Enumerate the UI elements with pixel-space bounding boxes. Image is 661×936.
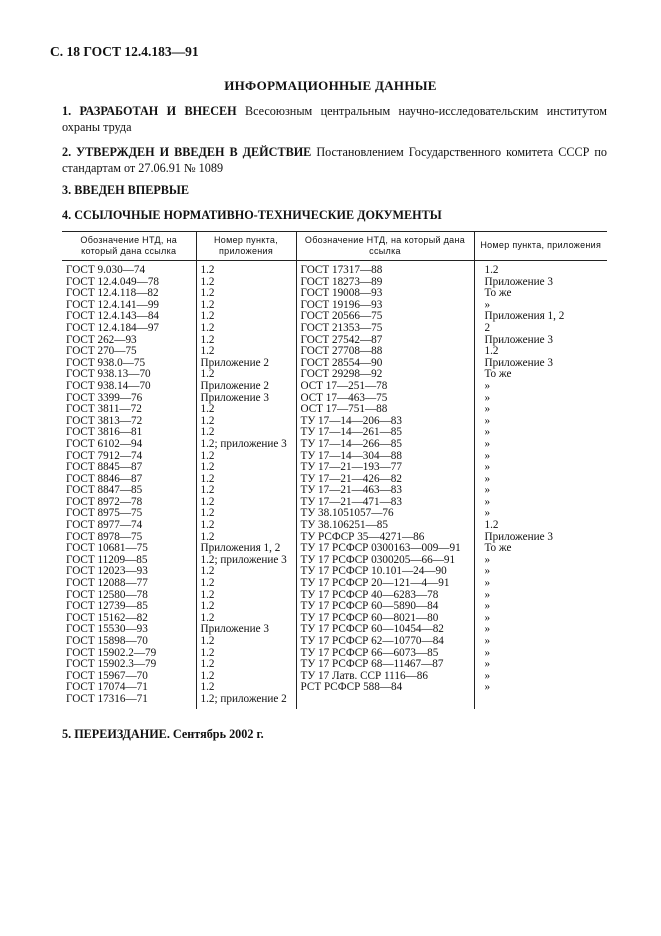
ref-document: ТУ 17 РСФСР 62—10770—84 <box>296 636 474 648</box>
ref-clause: 1.2 <box>196 671 296 683</box>
ref-clause: » <box>474 381 607 393</box>
ref-document: ТУ 17 РСФСР 60—10454—82 <box>296 624 474 636</box>
section-1 <box>62 103 607 135</box>
ref-document: ГОСТ 12088—77 <box>66 577 148 590</box>
ref-document: ТУ 17—14—261—85 <box>296 427 474 439</box>
ref-document: ГОСТ 15162—82 <box>66 611 148 624</box>
column-header-clause: Номер пункта, приложения <box>474 232 607 261</box>
ref-clause: » <box>474 508 607 520</box>
ref-document: ГОСТ 12023—93 <box>66 565 148 578</box>
ref-clause: Приложение 3 <box>474 277 607 289</box>
ref-clause: 1.2 <box>196 601 296 613</box>
ref-document: ГОСТ 10681—75 <box>66 542 148 555</box>
ref-clause: 1.2 <box>196 497 296 509</box>
ref-clause: » <box>474 497 607 509</box>
section-3 <box>62 182 607 198</box>
ref-clause: Приложение 3 <box>474 532 607 544</box>
ref-clause: 1.2 <box>196 346 296 358</box>
ref-clause: Приложение 2 <box>196 381 296 393</box>
ref-document: ТУ 17—14—206—83 <box>296 416 474 428</box>
ref-document: ТУ РСФСР 35—4271—86 <box>296 532 474 544</box>
ref-document: ГОСТ 3813—72 <box>66 414 143 427</box>
column-header-document: Обозначение НТД, на который дана ссылка <box>62 232 196 261</box>
ref-clause: 1.2 <box>196 636 296 648</box>
ref-clause: Приложения 1, 2 <box>196 543 296 555</box>
ref-document: ГОСТ 28554—90 <box>296 358 474 370</box>
section-4-number: 4. <box>62 208 72 222</box>
ref-clause: » <box>474 451 607 463</box>
ref-document: ГОСТ 27542—87 <box>296 335 474 347</box>
ref-clause: 1.2 <box>196 682 296 694</box>
ref-document: ГОСТ 15902.2—79 <box>66 646 157 659</box>
ref-document <box>296 694 474 709</box>
ref-clause: » <box>474 462 607 474</box>
ref-clause: 1.2 <box>196 590 296 602</box>
ref-document: ГОСТ 20566—75 <box>296 311 474 323</box>
references-table-body <box>62 261 607 709</box>
ref-clause: » <box>474 474 607 486</box>
page-header: С. 18 ГОСТ 12.4.183—91 <box>50 44 199 59</box>
ref-clause: 1.2 <box>196 311 296 323</box>
ref-document: ГОСТ 12.4.141—99 <box>66 298 160 311</box>
table-row <box>62 636 607 648</box>
ref-document: ТУ 17 РСФСР 20—121—4—91 <box>296 578 474 590</box>
ref-document: ГОСТ 12.4.118—82 <box>66 287 159 300</box>
section-4 <box>62 207 607 223</box>
ref-document: ГОСТ 27708—88 <box>296 346 474 358</box>
ref-clause: 1.2 <box>196 277 296 289</box>
ref-clause: 1.2 <box>196 566 296 578</box>
ref-document: ГОСТ 12739—85 <box>66 600 148 613</box>
ref-clause: » <box>474 624 607 636</box>
ref-clause: 1.2 <box>196 404 296 416</box>
table-row <box>62 462 607 474</box>
ref-document: ТУ 17 РСФСР 60—5890—84 <box>296 601 474 613</box>
ref-clause: Приложения 1, 2 <box>474 311 607 323</box>
ref-clause: Приложение 3 <box>474 335 607 347</box>
ref-document: ГОСТ 17316—71 <box>66 692 148 705</box>
ref-clause: » <box>474 393 607 405</box>
ref-clause: 1.2 <box>196 427 296 439</box>
ref-clause: 1.2 <box>196 520 296 532</box>
ref-document: ТУ 17—14—304—88 <box>296 451 474 463</box>
ref-document: ГОСТ 11209—85 <box>66 553 148 566</box>
table-row <box>62 323 607 335</box>
ref-clause: 1.2 <box>196 508 296 520</box>
ref-document: ТУ 17 Латв. ССР 1116—86 <box>296 671 474 683</box>
ref-clause: 1.2 <box>196 462 296 474</box>
ref-clause: » <box>474 427 607 439</box>
section-2-number: 2. <box>62 145 72 159</box>
ref-document: ГОСТ 3811—72 <box>66 403 142 416</box>
ref-document: ГОСТ 7912—74 <box>66 449 143 462</box>
ref-clause: » <box>474 648 607 660</box>
ref-clause: 1.2 <box>196 474 296 486</box>
ref-document: ГОСТ 8975—75 <box>66 507 143 520</box>
section-2-heading: УТВЕРЖДЕН И ВВЕДЕН В ДЕЙСТВИЕ <box>76 145 312 159</box>
ref-document: РСТ РСФСР 588—84 <box>296 682 474 694</box>
ref-clause: 1.2 <box>196 532 296 544</box>
ref-clause: » <box>474 300 607 312</box>
ref-document: ТУ 17 РСФСР 40—6283—78 <box>296 590 474 602</box>
ref-document: ГОСТ 8847—85 <box>66 484 143 497</box>
ref-clause: » <box>474 659 607 671</box>
page-title: ИНФОРМАЦИОННЫЕ ДАННЫЕ <box>224 78 437 93</box>
ref-clause: » <box>474 601 607 613</box>
ref-clause: » <box>474 566 607 578</box>
ref-document: ГОСТ 938.14—70 <box>66 379 151 392</box>
ref-document: ТУ 17 РСФСР 60—8021—80 <box>296 613 474 625</box>
ref-document: ГОСТ 12580—78 <box>66 588 148 601</box>
ref-document: ОСТ 17—463—75 <box>296 393 474 405</box>
ref-document: ГОСТ 9.030—74 <box>66 264 146 276</box>
ref-document: ГОСТ 18273—89 <box>296 277 474 289</box>
references-table <box>62 231 607 709</box>
ref-document: ГОСТ 938.13—70 <box>66 368 151 381</box>
ref-document: ГОСТ 19196—93 <box>296 300 474 312</box>
ref-document: ГОСТ 8977—74 <box>66 519 143 532</box>
table-row <box>62 381 607 393</box>
ref-clause: » <box>474 682 607 694</box>
ref-document: ГОСТ 17074—71 <box>66 681 148 694</box>
ref-clause: 1.2 <box>196 369 296 381</box>
ref-document: ГОСТ 6102—94 <box>66 437 143 450</box>
ref-clause: 1.2 <box>196 659 296 671</box>
ref-clause: То же <box>474 543 607 555</box>
ref-clause: 1.2; приложение 3 <box>196 439 296 451</box>
section-1-number: 1. <box>62 104 72 118</box>
ref-document: ОСТ 17—751—88 <box>296 404 474 416</box>
ref-clause: » <box>474 671 607 683</box>
ref-document: ГОСТ 15902.3—79 <box>66 658 157 671</box>
ref-document: ГОСТ 938.0—75 <box>66 356 146 369</box>
column-header-clause: Номер пункта, приложения <box>196 232 296 261</box>
section-3-number: 3. <box>62 183 72 197</box>
ref-clause: » <box>474 636 607 648</box>
ref-document: ГОСТ 12.4.143—84 <box>66 310 160 323</box>
ref-clause: 1.2 <box>196 578 296 590</box>
ref-document: ТУ 17 РСФСР 10.101—24—90 <box>296 566 474 578</box>
ref-clause: » <box>474 416 607 428</box>
table-row <box>62 346 607 358</box>
ref-clause: 1.2 <box>196 288 296 300</box>
ref-clause <box>474 694 607 709</box>
ref-clause: » <box>474 439 607 451</box>
table-header-row <box>62 232 607 261</box>
ref-document: ТУ 17—21—471—83 <box>296 497 474 509</box>
ref-clause: 1.2 <box>196 613 296 625</box>
ref-clause: » <box>474 578 607 590</box>
table-row <box>62 439 607 451</box>
table-row <box>62 261 607 277</box>
ref-document: ГОСТ 8846—87 <box>66 472 143 485</box>
ref-document: ТУ 17 РСФСР 0300205—66—91 <box>296 555 474 567</box>
ref-document: ТУ 38.106251—85 <box>296 520 474 532</box>
ref-clause: 2 <box>474 323 607 335</box>
section-2 <box>62 144 607 176</box>
ref-document: ГОСТ 12.4.049—78 <box>66 275 160 288</box>
ref-clause: 1.2 <box>474 261 607 277</box>
ref-clause: » <box>474 555 607 567</box>
section-5-heading: ПЕРЕИЗДАНИЕ. Сентябрь 2002 г. <box>74 727 264 741</box>
ref-clause: То же <box>474 288 607 300</box>
ref-document: ТУ 17—21—193—77 <box>296 462 474 474</box>
ref-clause: То же <box>474 369 607 381</box>
ref-document: ГОСТ 8845—87 <box>66 461 143 474</box>
table-row <box>62 694 607 709</box>
ref-document: ГОСТ 19008—93 <box>296 288 474 300</box>
ref-document: ТУ 17—21—463—83 <box>296 485 474 497</box>
ref-clause: 1.2; приложение 2 <box>196 694 296 709</box>
ref-clause: 1.2 <box>196 485 296 497</box>
ref-clause: Приложение 3 <box>196 393 296 405</box>
ref-document: ГОСТ 21353—75 <box>296 323 474 335</box>
ref-clause: 1.2 <box>196 323 296 335</box>
ref-clause: 1.2; приложение 3 <box>196 555 296 567</box>
ref-clause: 1.2 <box>474 346 607 358</box>
table-row <box>62 520 607 532</box>
ref-clause: » <box>474 404 607 416</box>
ref-document: ГОСТ 12.4.184—97 <box>66 321 160 334</box>
ref-document: ТУ 17 РСФСР 68—11467—87 <box>296 659 474 671</box>
ref-document: ГОСТ 15530—93 <box>66 623 148 636</box>
ref-document: ГОСТ 8972—78 <box>66 495 143 508</box>
ref-clause: 1.2 <box>196 261 296 277</box>
ref-clause: Приложение 2 <box>196 358 296 370</box>
ref-clause: » <box>474 590 607 602</box>
ref-clause: Приложение 3 <box>196 624 296 636</box>
ref-clause: 1.2 <box>196 300 296 312</box>
ref-clause: 1.2 <box>196 416 296 428</box>
section-5-number: 5. <box>62 727 72 741</box>
ref-document: ГОСТ 270—75 <box>66 345 137 358</box>
ref-document: ГОСТ 262—93 <box>66 333 137 346</box>
column-header-document: Обозначение НТД, на который дана ссылка <box>296 232 474 261</box>
ref-clause: 1.2 <box>196 335 296 347</box>
ref-clause: 1.2 <box>196 451 296 463</box>
ref-document: ТУ 17 РСФСР 0300163—009—91 <box>296 543 474 555</box>
ref-clause: Приложение 3 <box>474 358 607 370</box>
ref-document: ГОСТ 3399—76 <box>66 391 143 404</box>
section-2-text: Постановлением Государственного комитета СССР по стандартам от 27.06.91 № 1089 <box>62 145 608 175</box>
section-1-text: Всесоюзным центральным научно-исследовательским институтом охраны труда <box>62 104 607 134</box>
section-5 <box>62 726 607 742</box>
ref-document: ГОСТ 29298—92 <box>296 369 474 381</box>
ref-document: ГОСТ 17317—88 <box>296 261 474 277</box>
ref-document: ТУ 17—14—266—85 <box>296 439 474 451</box>
ref-document: ТУ 17—21—426—82 <box>296 474 474 486</box>
section-4-heading: ССЫЛОЧНЫЕ НОРМАТИВНО-ТЕХНИЧЕСКИЕ ДОКУМЕНТЫ <box>74 208 442 222</box>
ref-document: ГОСТ 15898—70 <box>66 635 148 647</box>
table-row <box>62 404 607 416</box>
section-3-heading: ВВЕДЕН ВПЕРВЫЕ <box>74 183 190 197</box>
ref-document: ГОСТ 8978—75 <box>66 530 143 543</box>
table-row <box>62 578 607 590</box>
ref-document: ГОСТ 3816—81 <box>66 426 143 439</box>
ref-clause: » <box>474 485 607 497</box>
ref-clause: 1.2 <box>474 520 607 532</box>
ref-document: ОСТ 17—251—78 <box>296 381 474 393</box>
section-1-heading: РАЗРАБОТАН И ВНЕСЕН <box>79 104 237 118</box>
ref-clause: 1.2 <box>196 648 296 660</box>
ref-document: ТУ 38.1051057—76 <box>296 508 474 520</box>
ref-document: ТУ 17 РСФСР 66—6073—85 <box>296 648 474 660</box>
ref-clause: » <box>474 613 607 625</box>
ref-document: ГОСТ 15967—70 <box>66 669 148 682</box>
